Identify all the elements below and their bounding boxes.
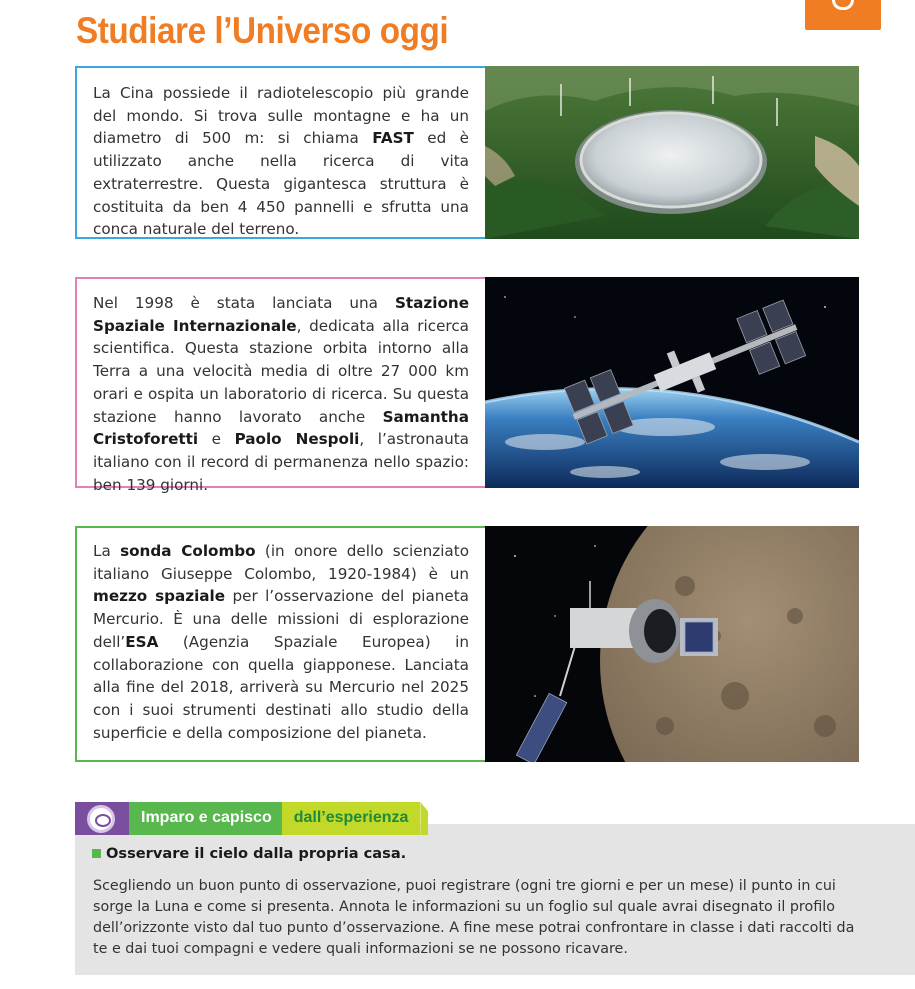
card-text	[93, 540, 469, 744]
text-segment: per l’osservazione del pianeta Mercurio. È una delle missioni di esplorazione dell’	[93, 587, 469, 651]
text-segment: , dedicata alla ricerca scientifica. Questa stazione orbita intorno alla Terra a una velocità media di oltre 27 000 km orari e ospita un laboratorio di ricerca. Su questa stazione hanno lavorato anche	[93, 316, 469, 426]
square-bullet-icon	[92, 849, 101, 858]
box-heading	[92, 845, 406, 862]
box-label-secondary: dall’esperienza	[282, 802, 421, 835]
camera-icon	[832, 0, 854, 10]
bold-term: mezzo spaziale	[93, 587, 226, 606]
card-iss	[75, 277, 857, 494]
box-label-primary: Imparo e capisco	[129, 802, 282, 835]
bold-term: FAST	[372, 129, 414, 148]
colombo-probe-photo	[485, 526, 859, 762]
bold-term: sonda Colombo	[120, 542, 256, 560]
corner-tab	[805, 0, 881, 30]
box-heading-text: Osservare il cielo dalla propria casa.	[106, 845, 407, 862]
text-segment: Nel 1998 è stata lanciata una	[93, 294, 395, 312]
box-text: Scegliendo un buon punto di osservazione, puoi registrare (ogni tre giorni e per un mese) il punto in cui sorge la Luna e come si presenta. Annota le informazioni su un foglio sul quale avrai disegnato il profilo dell’orizzonte visto dal tuo punto d’osservazione. A fine mese potrai confrontare in classe i dati raccolti da te e dai tuoi compagni e vedere quali informazioni se ne possono ricavare.	[93, 878, 855, 957]
iss-photo	[485, 277, 859, 488]
text-segment: ed è utilizzato anche nella ricerca di vita extraterrestre. Questa gigantesca struttura è costituita da ben 4 450 pannelli e sfrutta una conca naturale del terreno.	[93, 129, 469, 239]
bold-term: Samantha Cristoforetti	[93, 407, 469, 449]
card-fast	[75, 66, 857, 239]
page-title: Studiare l’Universo oggi	[76, 10, 449, 51]
text-segment: e	[198, 430, 235, 449]
text-segment: , l’astronauta italiano con il record di permanenza nello spazio: ben 139 giorni.	[93, 430, 469, 494]
card-text	[93, 292, 469, 496]
text-segment: (in onore dello scienziato italiano Giuseppe Colombo, 1920-1984) è un	[93, 542, 469, 583]
bold-term: ESA	[125, 632, 159, 651]
activity-box-header	[75, 802, 428, 835]
bold-term: Stazione Spaziale Internazionale	[93, 294, 469, 335]
card-colombo	[75, 526, 857, 762]
bold-term: Paolo Nespoli	[234, 430, 360, 449]
text-segment: La	[93, 542, 121, 560]
fast-telescope-photo	[485, 66, 859, 239]
card-text	[93, 82, 469, 241]
text-segment: (Agenzia Spaziale Europea) in collaborazione con quella giapponese. Lanciata alla fine del 2018, arriverà su Mercurio nel 2025 con i suoi strumenti destinati allo studio della superficie e della composizione del pianeta.	[93, 632, 469, 742]
eye-icon	[75, 802, 129, 835]
text-segment: La Cina possiede il radiotelescopio più grande del mondo. Si trova sulle montagne e ha un diametro di 500 m: si chiama	[93, 84, 469, 148]
